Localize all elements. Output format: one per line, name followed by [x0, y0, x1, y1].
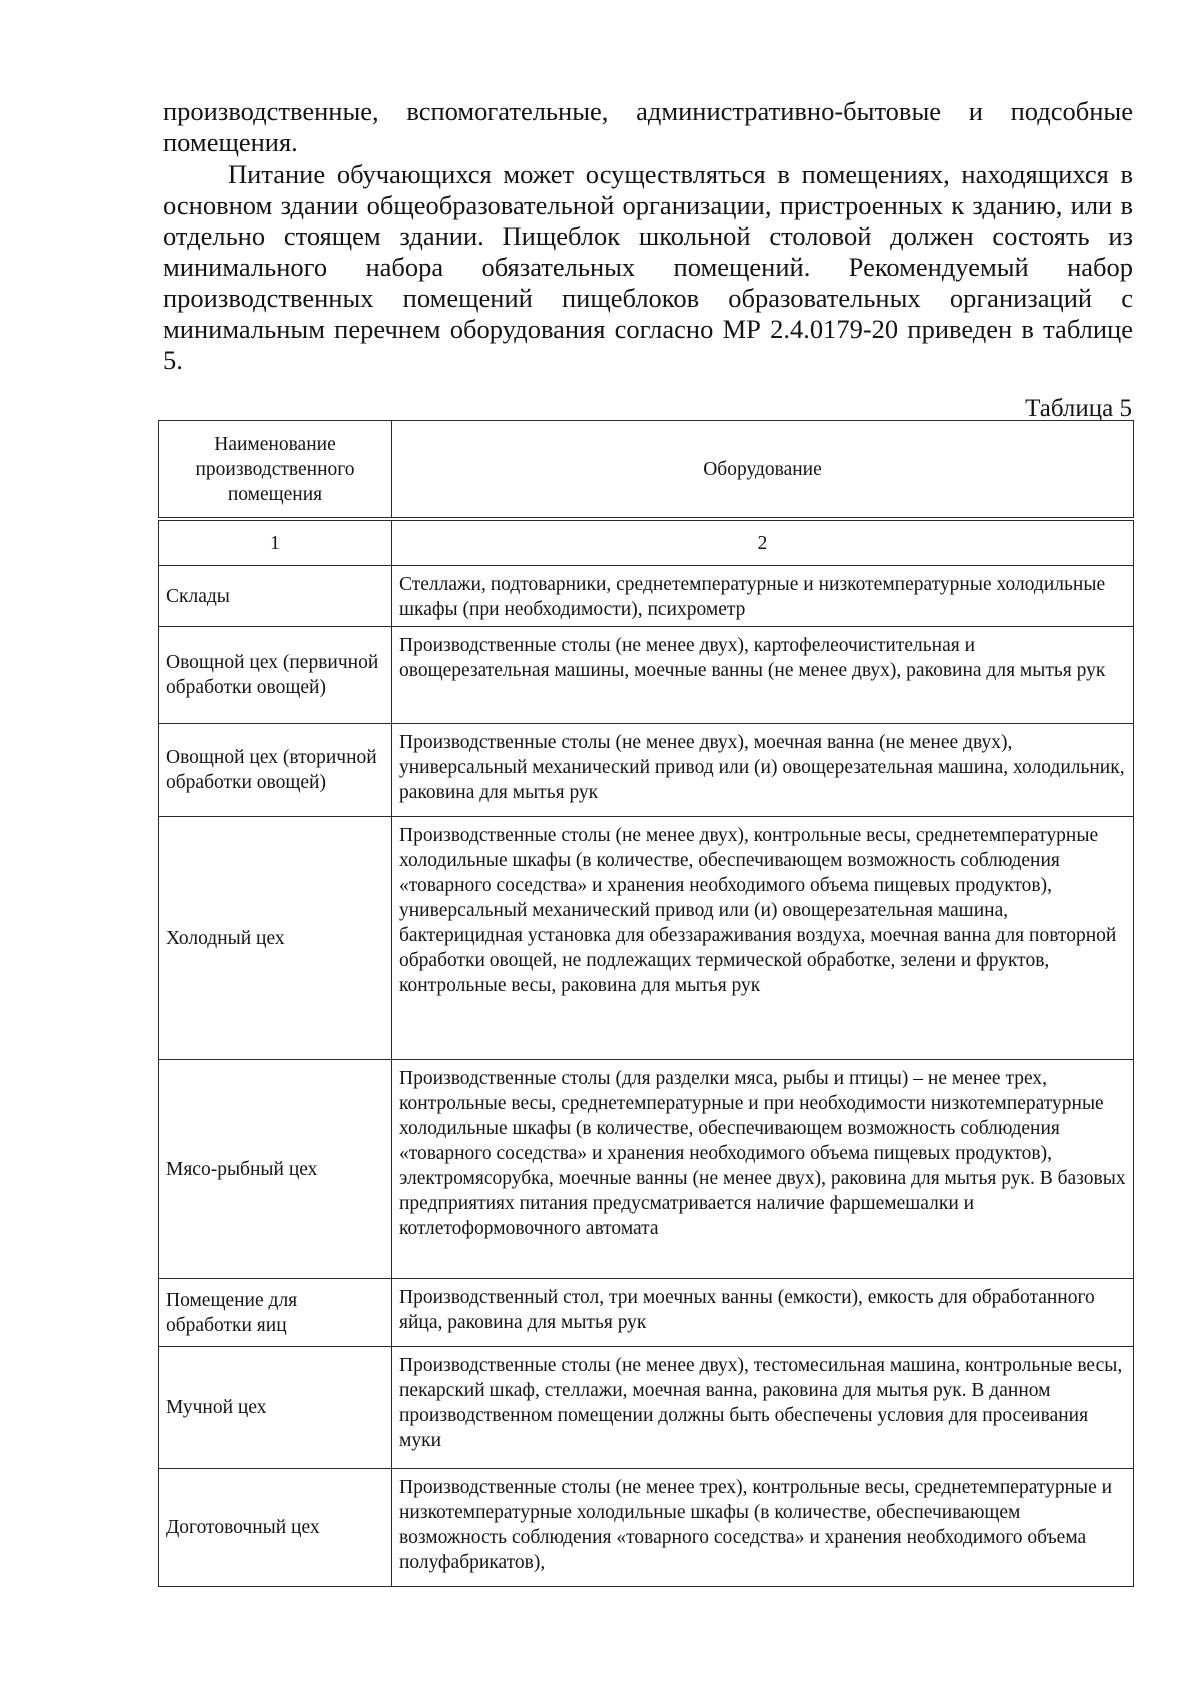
table-row	[159, 724, 1134, 817]
room-name: Холодный цех	[159, 817, 392, 1060]
table-number-row	[159, 521, 1134, 566]
table-header-row	[159, 421, 1134, 518]
equipment-list: Производственные столы (не менее двух), моечная ванна (не менее двух), универсальный механический привод или (и) овощерезательная машина, холодильник, раковина для мытья рук	[392, 724, 1134, 817]
equipment-table	[158, 420, 1134, 1587]
table-row	[159, 627, 1134, 724]
header-room-name: Наименование производственного помещения	[159, 421, 392, 518]
room-name: Овощной цех (вторичной обработки овощей)	[159, 724, 392, 817]
table-row	[159, 1060, 1134, 1279]
paragraph-catering: Питание обучающихся может осуществляться в помещениях, находящихся в основном здании общеобразовательной организации, пристроенных к зданию, или в отдельно стоящем здании. Пищеблок школьной столовой должен состоять из минимального набора обязательных помещений. Рекомендуемый набор производственных помещений пищеблоков образовательных организаций с минимальным перечнем оборудования согласно МР 2.4.0179-20 приведен в таблице 5.	[163, 159, 1133, 375]
column-number: 1	[159, 521, 392, 566]
equipment-list: Производственные столы (не менее двух), тестомесильная машина, контрольные весы, пекарский шкаф, стеллажи, моечная ванна, раковина для мытья рук. В данном производственном помещении должны быть обеспечены условия для просеивания муки	[392, 1347, 1134, 1469]
equipment-list: Производственные столы (для разделки мяса, рыбы и птицы) – не менее трех, контрольные весы, среднетемпературные и при необходимости низкотемпературные холодильные шкафы (в количестве, обеспечивающем возможность соблюдения «товарного соседства» и хранения необходимого объема пищевых продуктов), электромясорубка, моечные ванны (не менее двух), раковина для мытья рук. В базовых предприятиях питания предусматривается наличие фаршемешалки и котлетоформовочного автомата	[392, 1060, 1134, 1279]
table-row	[159, 817, 1134, 1060]
equipment-list: Производственные столы (не менее двух), контрольные весы, среднетемпературные холодильные шкафы (в количестве, обеспечивающем возможность соблюдения «товарного соседства» и хранения необходимого объема пищевых продуктов), универсальный механический привод или (и) овощерезательная машина, бактерицидная установка для обеззараживания воздуха, моечная ванна для повторной обработки овощей, не подлежащих термической обработке, зелени и фруктов, контрольные весы, раковина для мытья рук	[392, 817, 1134, 1060]
room-name: Склады	[159, 566, 392, 627]
equipment-list: Производственные столы (не менее трех), контрольные весы, среднетемпературные и низкотемпературные холодильные шкафы (в количестве, обеспечивающем возможность соблюдения «товарного соседства» и хранения необходимого объема полуфабрикатов),	[392, 1469, 1134, 1587]
table-row	[159, 1347, 1134, 1469]
column-number: 2	[392, 521, 1134, 566]
room-name: Мясо-рыбный цех	[159, 1060, 392, 1279]
room-name: Доготовочный цех	[159, 1469, 392, 1587]
equipment-list: Стеллажи, подтоварники, среднетемпературные и низкотемпературные холодильные шкафы (при необходимости), психрометр	[392, 566, 1134, 627]
header-equipment: Оборудование	[392, 421, 1134, 518]
room-name: Помещение для обработки яиц	[159, 1279, 392, 1347]
paragraph-intro: производственные, вспомогательные, административно-бытовые и подсобные помещения.	[163, 96, 1133, 157]
equipment-list: Производственный стол, три моечных ванны (емкости), емкость для обработанного яйца, раковина для мытья рук	[392, 1279, 1134, 1347]
room-name: Мучной цех	[159, 1347, 392, 1469]
table-row	[159, 1279, 1134, 1347]
table-caption: Таблица 5	[1025, 395, 1132, 422]
room-name: Овощной цех (первичной обработки овощей)	[159, 627, 392, 724]
equipment-list: Производственные столы (не менее двух), картофелеочистительная и овощерезательная машины, моечные ванны (не менее двух), раковина для мытья рук	[392, 627, 1134, 724]
table-row	[159, 1469, 1134, 1587]
table-row	[159, 566, 1134, 627]
